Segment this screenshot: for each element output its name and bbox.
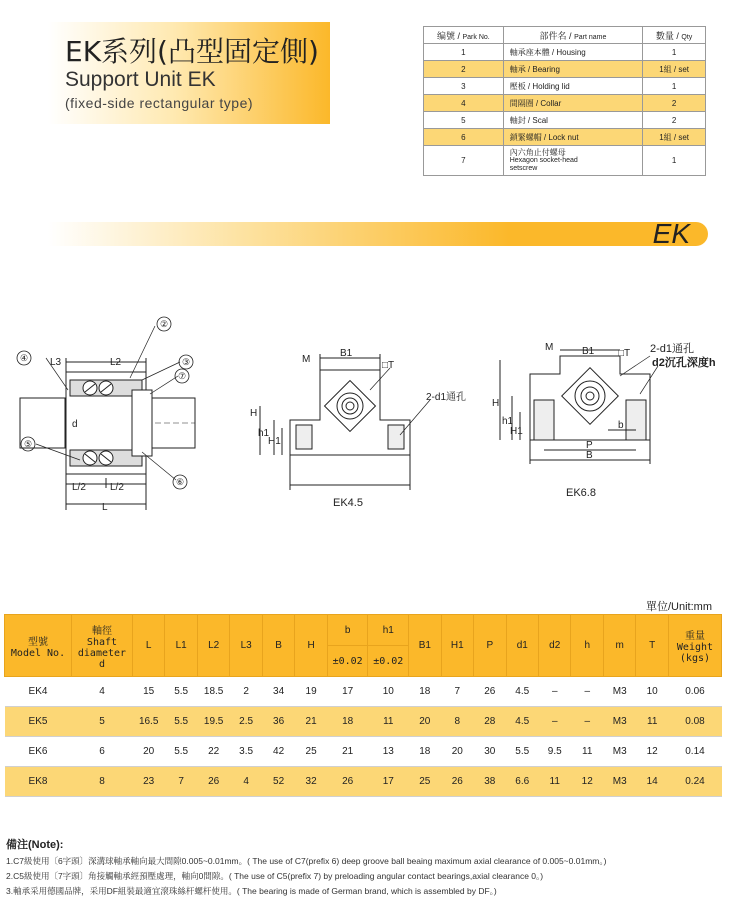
section-drawing: [10, 310, 210, 520]
cell-b1: 25: [409, 767, 441, 797]
cell-d: 8: [72, 767, 133, 797]
cell-h1-small: 10: [368, 677, 409, 707]
cell-b-small: 17: [327, 677, 368, 707]
ek68-label-h: H: [492, 398, 500, 409]
cell-m: M3: [603, 737, 635, 767]
cell-b: 34: [262, 677, 294, 707]
ek68-label-hole2: d2沉孔深度h: [652, 357, 716, 369]
parts-name: 軸承座本體 / Housing: [503, 44, 643, 61]
page-title: EK系列(凸型固定側): [65, 35, 319, 68]
spec-header-row: [5, 615, 722, 646]
note-item-1: 1.C7級使用〔6字頭〕深溝球軸承軸向最大間隙0.005~0.01mm。( The use of C7(prefix 6) deep groove ball beaing maximum axial clearance of 0.005~0.01mm。): [6, 856, 607, 866]
parts-name: 壓板 / Holding lid: [503, 78, 643, 95]
cell-h: 32: [295, 767, 327, 797]
cell-d1: 4.5: [506, 707, 538, 737]
ek45-label-b1: B1: [340, 348, 353, 359]
cell-t: 14: [636, 767, 668, 797]
ek68-drawing: [490, 336, 730, 486]
cell-d2: 9.5: [539, 737, 571, 767]
callout-5: ⑤: [23, 439, 33, 449]
ek68-label-m: M: [545, 342, 554, 353]
parts-table-header: [424, 27, 706, 44]
spec-col-l1: L1: [165, 615, 197, 677]
cell-model: EK4: [5, 677, 72, 707]
cell-l1: 7: [165, 767, 197, 797]
parts-col-name: 部件名 / Part name: [503, 27, 643, 44]
cell-m: M3: [603, 767, 635, 797]
ek45-label-hole: 2-d1通孔: [426, 392, 467, 403]
callout-4: ④: [19, 353, 29, 363]
ek68-label-hole1: 2-d1通孔: [650, 343, 695, 355]
cell-h1-small: 17: [368, 767, 409, 797]
parts-qty: 2: [643, 95, 706, 112]
cell-weight: 0.06: [668, 677, 721, 707]
cell-b: 52: [262, 767, 294, 797]
cell-h1: 20: [441, 737, 473, 767]
cell-l2: 22: [197, 737, 229, 767]
cell-b1: 20: [409, 707, 441, 737]
ek45-label-h1: H1: [268, 436, 281, 447]
parts-row: [424, 61, 706, 78]
spec-col-t: T: [636, 615, 668, 677]
section-banner: [48, 218, 708, 249]
callout-6: ⑥: [175, 477, 185, 487]
cell-l3: 4: [230, 767, 262, 797]
note-item-2: 2.C5級使用〔7字頭〕角接觸軸承經預壓處理，軸向0間隙。( The use of C5(prefix 7) by preloading angular contact bearings,axial clearance 0。): [6, 871, 544, 881]
parts-name-en: Hexagon socket-head: [509, 156, 578, 164]
note-item-3: 3.軸承采用德國品牌，采用DF組裝最適宜滾珠絲杆螺杆使用。( The bearing is made of German brand, which is assembled by DF。): [6, 886, 497, 896]
spec-col-l3: L3: [230, 615, 262, 677]
cell-h1: 26: [441, 767, 473, 797]
parts-qty: 1組 / set: [643, 61, 706, 78]
ek45-drawing: [240, 340, 490, 520]
parts-col-qty: 數量 / Qty: [643, 27, 706, 44]
cell-t: 12: [636, 737, 668, 767]
dim-d: d: [72, 419, 78, 430]
spec-col-l: L: [132, 615, 164, 677]
spec-col-weight: 重量 Weight (kgs): [668, 615, 721, 677]
cell-l2: 26: [197, 767, 229, 797]
dim-l-half-2: L/2: [110, 482, 124, 493]
parts-qty: 1: [643, 78, 706, 95]
cell-weight: 0.24: [668, 767, 721, 797]
cell-d2: 11: [539, 767, 571, 797]
parts-qty: 1: [643, 146, 706, 176]
parts-name: 鎖緊螺帽 / Lock nut: [503, 129, 643, 146]
cell-l: 16.5: [132, 707, 164, 737]
ek68-label-b1: B1: [582, 346, 595, 357]
cell-b: 36: [262, 707, 294, 737]
notes-title: 備注(Note):: [6, 839, 64, 851]
cell-model: EK8: [5, 767, 72, 797]
parts-name: 軸承 / Bearing: [503, 61, 643, 78]
callout-7: ⑦: [177, 371, 187, 381]
parts-qty: 1組 / set: [643, 129, 706, 146]
spec-row: [5, 677, 722, 707]
ek45-label-t: □T: [382, 360, 395, 371]
cell-b1: 18: [409, 677, 441, 707]
parts-row: [424, 44, 706, 61]
ek68-label-h1: H1: [510, 426, 523, 437]
banner-label: EK: [652, 218, 690, 249]
parts-qty: 2: [643, 112, 706, 129]
parts-table: [423, 26, 706, 176]
cell-d1: 6.6: [506, 767, 538, 797]
cell-p: 28: [474, 707, 506, 737]
spec-col-p: P: [474, 615, 506, 677]
parts-no: 2: [424, 61, 504, 78]
spec-col-d2: d2: [539, 615, 571, 677]
parts-no: 5: [424, 112, 504, 129]
parts-col-no: 编號 / Park No.: [424, 27, 504, 44]
parts-no: 7: [424, 146, 504, 176]
cell-l: 15: [132, 677, 164, 707]
cell-h1: 8: [441, 707, 473, 737]
ek45-label-h1-small: h1: [258, 428, 270, 439]
spec-table: [4, 614, 722, 797]
cell-b-small: 26: [327, 767, 368, 797]
cell-t: 10: [636, 677, 668, 707]
parts-row: [424, 129, 706, 146]
cell-b1: 18: [409, 737, 441, 767]
parts-name-zh: 內六角止付螺母: [509, 147, 566, 157]
spec-col-model: 型號 Model No.: [5, 615, 72, 677]
cell-l1: 5.5: [165, 677, 197, 707]
callout-2: ②: [159, 319, 169, 329]
cell-l: 23: [132, 767, 164, 797]
spec-col-d1: d1: [506, 615, 538, 677]
spec-col-h1: H1: [441, 615, 473, 677]
spec-col-shaft: 軸徑 Shaft diameter d: [72, 615, 133, 677]
cell-model: EK6: [5, 737, 72, 767]
cell-l1: 5.5: [165, 707, 197, 737]
spec-row: [5, 767, 722, 797]
parts-no: 1: [424, 44, 504, 61]
ek45-label-h: H: [250, 408, 258, 419]
cell-h-small: 12: [571, 767, 603, 797]
page-subtitle-type: (fixed-side rectangular type): [65, 95, 254, 111]
cell-d: 6: [72, 737, 133, 767]
spec-col-h-small: h: [571, 615, 603, 677]
cell-d: 5: [72, 707, 133, 737]
cell-h1-small: 13: [368, 737, 409, 767]
cell-l2: 19.5: [197, 707, 229, 737]
spec-col-h: H: [295, 615, 327, 677]
parts-row: [424, 95, 706, 112]
cell-h: 21: [295, 707, 327, 737]
cell-t: 11: [636, 707, 668, 737]
ek68-caption: EK6.8: [566, 487, 596, 499]
spec-row: [5, 707, 722, 737]
dim-l-half-1: L/2: [72, 482, 86, 493]
cell-d1: 4.5: [506, 677, 538, 707]
cell-l2: 18.5: [197, 677, 229, 707]
cell-b: 42: [262, 737, 294, 767]
cell-p: 30: [474, 737, 506, 767]
ek68-label-t: □T: [618, 348, 631, 359]
ek68-label-b-width: B: [586, 450, 593, 461]
cell-h-small: 11: [571, 737, 603, 767]
cell-h-small: –: [571, 677, 603, 707]
cell-l: 20: [132, 737, 164, 767]
ek68-label-h1-small: h1: [502, 416, 514, 427]
ek45-caption: EK4.5: [333, 497, 363, 509]
parts-name-en2: setscrew: [509, 164, 538, 172]
parts-qty: 1: [643, 44, 706, 61]
cell-d2: –: [539, 677, 571, 707]
parts-name: [503, 146, 643, 176]
cell-h1: 7: [441, 677, 473, 707]
ek68-label-p: P: [586, 440, 593, 451]
cell-model: EK5: [5, 707, 72, 737]
spec-col-l2: L2: [197, 615, 229, 677]
spec-col-m: m: [603, 615, 635, 677]
spec-col-b: B: [262, 615, 294, 677]
cell-l3: 2.5: [230, 707, 262, 737]
cell-m: M3: [603, 677, 635, 707]
ek45-label-m: M: [302, 354, 311, 365]
spec-col-h1-small: h1: [368, 615, 409, 646]
cell-weight: 0.08: [668, 707, 721, 737]
cell-b-small: 18: [327, 707, 368, 737]
spec-col-b1: B1: [409, 615, 441, 677]
cell-h-small: –: [571, 707, 603, 737]
cell-l3: 2: [230, 677, 262, 707]
cell-d2: –: [539, 707, 571, 737]
parts-row: [424, 146, 706, 176]
cell-p: 38: [474, 767, 506, 797]
spec-col-h1-tol: ±0.02: [368, 646, 409, 677]
spec-row: [5, 737, 722, 767]
cell-m: M3: [603, 707, 635, 737]
page-subtitle: Support Unit EK: [65, 68, 216, 91]
cell-weight: 0.14: [668, 737, 721, 767]
parts-name: 間隔圈 / Collar: [503, 95, 643, 112]
parts-no: 6: [424, 129, 504, 146]
parts-name: 軸封 / Scal: [503, 112, 643, 129]
cell-d1: 5.5: [506, 737, 538, 767]
spec-col-b-small: b: [327, 615, 368, 646]
parts-row: [424, 112, 706, 129]
callout-3: ③: [181, 357, 191, 367]
dim-l2: L2: [110, 357, 122, 368]
cell-h: 25: [295, 737, 327, 767]
cell-l3: 3.5: [230, 737, 262, 767]
parts-row: [424, 78, 706, 95]
cell-b-small: 21: [327, 737, 368, 767]
parts-no: 3: [424, 78, 504, 95]
parts-no: 4: [424, 95, 504, 112]
cell-d: 4: [72, 677, 133, 707]
dim-l: L: [102, 502, 108, 513]
spec-col-b-tol: ±0.02: [327, 646, 368, 677]
cell-l1: 5.5: [165, 737, 197, 767]
cell-p: 26: [474, 677, 506, 707]
cell-h1-small: 11: [368, 707, 409, 737]
ek68-label-b: b: [618, 420, 624, 431]
cell-h: 19: [295, 677, 327, 707]
unit-label: 單位/Unit:mm: [646, 601, 712, 613]
dim-l3: L3: [50, 357, 62, 368]
